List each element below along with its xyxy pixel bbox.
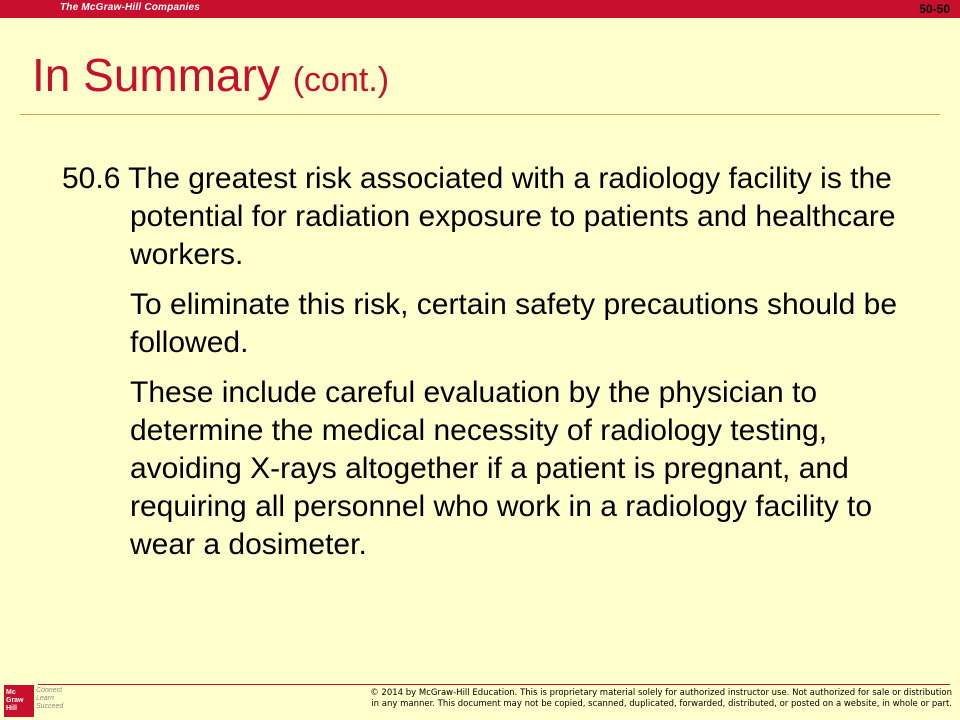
logo-tagline: Connect Learn Succeed	[36, 687, 64, 710]
mcgraw-hill-logo: Mc Graw Hill	[4, 685, 34, 717]
slide-number: 50-50	[919, 2, 950, 16]
slide-title-main: In Summary	[32, 49, 280, 101]
header-bar	[0, 0, 960, 18]
body-paragraph-2: To eliminate this risk, certain safety precautions should be followed.	[130, 288, 898, 359]
slide-title-sub: (cont.)	[292, 61, 390, 99]
slide-title	[32, 48, 389, 102]
title-divider	[20, 114, 940, 115]
body-paragraph-1: 50.6 The greatest risk associated with a radiology facility is the potential for radiation exposure to patients and healthcare workers.	[62, 162, 896, 271]
publisher-brand: The McGraw-Hill Companies	[60, 2, 201, 13]
copyright-line-1: © 2014 by McGraw-Hill Education. This is proprietary material solely for authorized instructor use. Not authorized for sale or distribution	[370, 688, 952, 698]
copyright-line-2: in any manner. This document may not be copied, scanned, duplicated, forwarded, distributed, or posted on a website, in whole or part.	[371, 699, 952, 709]
footer-divider	[38, 684, 950, 685]
slide-body	[62, 160, 912, 564]
body-paragraph-3: These include careful evaluation by the physician to determine the medical necessity of radiology testing, avoiding X-rays altogether if a patient is pregnant, and requiring all personnel who work in a radiology facility to wear a dosimeter.	[130, 376, 873, 561]
copyright-notice	[280, 688, 952, 710]
